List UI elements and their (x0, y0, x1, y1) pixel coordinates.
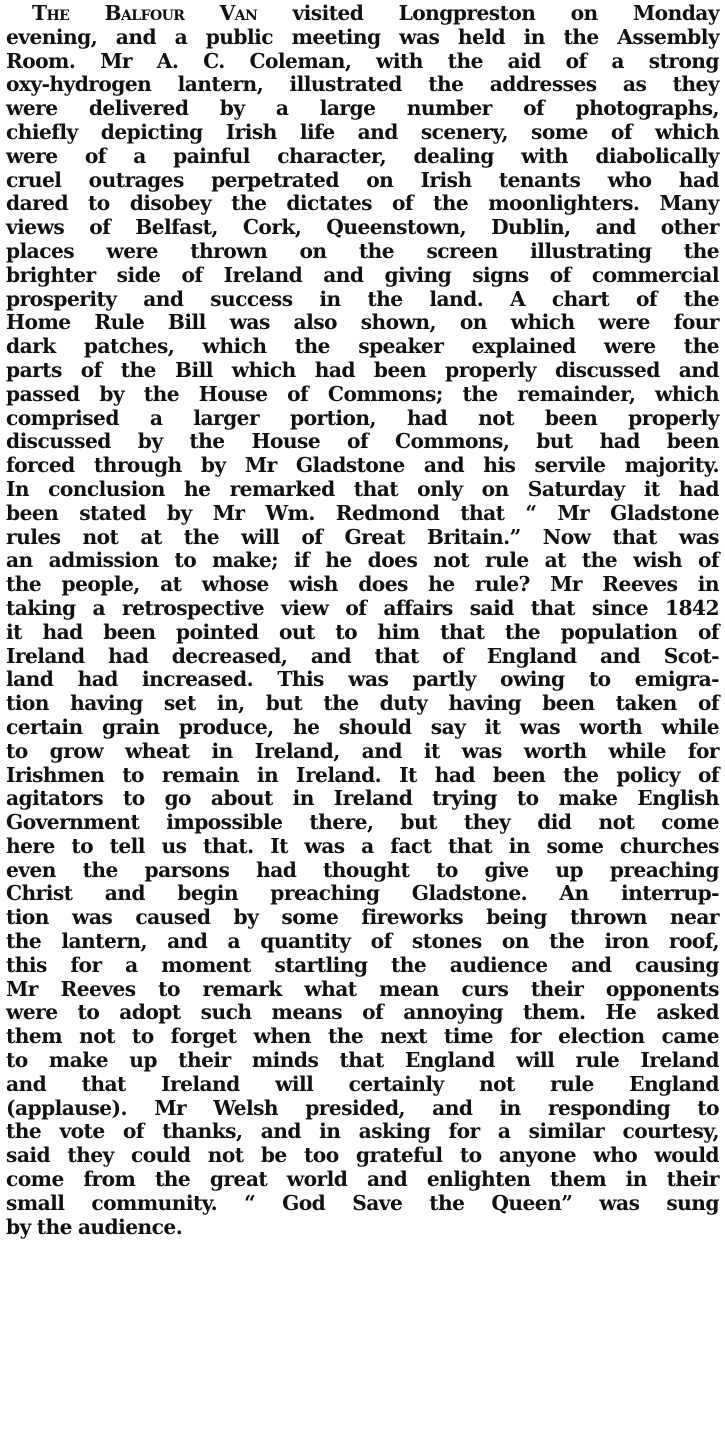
article-line: evening, and a public meeting was held in the Assembly (6, 24, 719, 49)
article-line: them not to forget when the next time for election came (6, 1024, 719, 1049)
article-line: chiefly depicting Irish life and scenery, some of which (6, 119, 719, 144)
article-line: tion having set in, but the duty having been taken of (6, 691, 719, 716)
article-line: certain grain produce, he should say it was worth while (6, 714, 719, 739)
article-line: it had been pointed out to him that the population of (6, 619, 719, 644)
article-line: Room. Mr A. C. Coleman, with the aid of a strong (6, 48, 719, 73)
article-line: discussed by the House of Commons, but had been (6, 429, 719, 454)
article-line: views of Belfast, Cork, Queenstown, Dublin, and other (6, 215, 719, 240)
article-line: prosperity and success in the land. A chart of the (6, 286, 719, 311)
article-line: Irishmen to remain in Ireland. It had been the policy of (6, 762, 719, 787)
article-line: Government impossible there, but they did not come (6, 810, 719, 835)
article-line: this for a moment startling the audience and causing (6, 952, 719, 977)
article-line: to make up their minds that England will rule Ireland (6, 1048, 719, 1073)
article-line: tion was caused by some fireworks being thrown near (6, 905, 719, 930)
article-line: taking a retrospective view of affairs said that since 1842 (6, 595, 719, 620)
article-line: the vote of thanks, and in asking for a similar courtesy, (6, 1119, 719, 1144)
article-line (6, 2, 719, 26)
article-line: brighter side of Ireland and giving signs of commercial (6, 262, 719, 287)
article-lead-small-caps: The Balfour Van (32, 1, 258, 25)
newspaper-article (6, 2, 719, 1239)
article-line: forced through by Mr Gladstone and his servile majority. (6, 453, 719, 478)
article-line: an admission to make; if he does not rule at the wish of (6, 548, 719, 573)
article-line: even the parsons had thought to give up preaching (6, 857, 719, 882)
article-line: Ireland had decreased, and that of England and Scot- (6, 643, 719, 668)
article-line: comprised a larger portion, had not been properly (6, 405, 719, 430)
article-line: Mr Reeves to remark what mean curs their opponents (6, 976, 719, 1001)
article-line: and that Ireland will certainly not rule England (6, 1071, 719, 1096)
article-line: the people, at whose wish does he rule? Mr Reeves in (6, 572, 719, 597)
article-line: dared to disobey the dictates of the moonlighters. Many (6, 191, 719, 216)
article-line: Home Rule Bill was also shown, on which were four (6, 310, 719, 335)
article-line: by the audience. (6, 1214, 183, 1239)
article-line: places were thrown on the screen illustrating the (6, 238, 719, 263)
article-line: been stated by Mr Wm. Redmond that “ Mr Gladstone (6, 500, 719, 525)
article-line-text: visited Longpreston on Monday (257, 1, 719, 25)
article-line: (applause). Mr Welsh presided, and in responding to (6, 1095, 719, 1120)
article-line: small community. “ God Save the Queen” was sung (6, 1190, 719, 1215)
article-line: Christ and begin preaching Gladstone. An interrup- (6, 881, 719, 906)
article-line: to grow wheat in Ireland, and it was worth while for (6, 738, 719, 763)
article-line: said they could not be too grateful to anyone who would (6, 1143, 719, 1168)
article-line: rules not at the will of Great Britain.” Now that was (6, 524, 719, 549)
article-line: come from the great world and enlighten them in their (6, 1167, 719, 1192)
article-line: passed by the House of Commons; the remainder, which (6, 381, 719, 406)
article-line: In conclusion he remarked that only on Saturday it had (6, 476, 719, 501)
article-line: agitators to go about in Ireland trying to make English (6, 786, 719, 811)
article-line: oxy-hydrogen lantern, illustrated the addresses as they (6, 72, 719, 97)
article-line: dark patches, which the speaker explained were the (6, 334, 719, 359)
article-line: were of a painful character, dealing with diabolically (6, 143, 719, 168)
article-line: cruel outrages perpetrated on Irish tenants who had (6, 167, 719, 192)
article-line: were delivered by a large number of photographs, (6, 96, 719, 121)
article-line: the lantern, and a quantity of stones on the iron roof, (6, 929, 719, 954)
article-line: parts of the Bill which had been properly discussed and (6, 357, 719, 382)
article-line: here to tell us that. It was a fact that in some churches (6, 833, 719, 858)
article-line: were to adopt such means of annoying them. He asked (6, 1000, 719, 1025)
article-line: land had increased. This was partly owing to emigra- (6, 667, 719, 692)
